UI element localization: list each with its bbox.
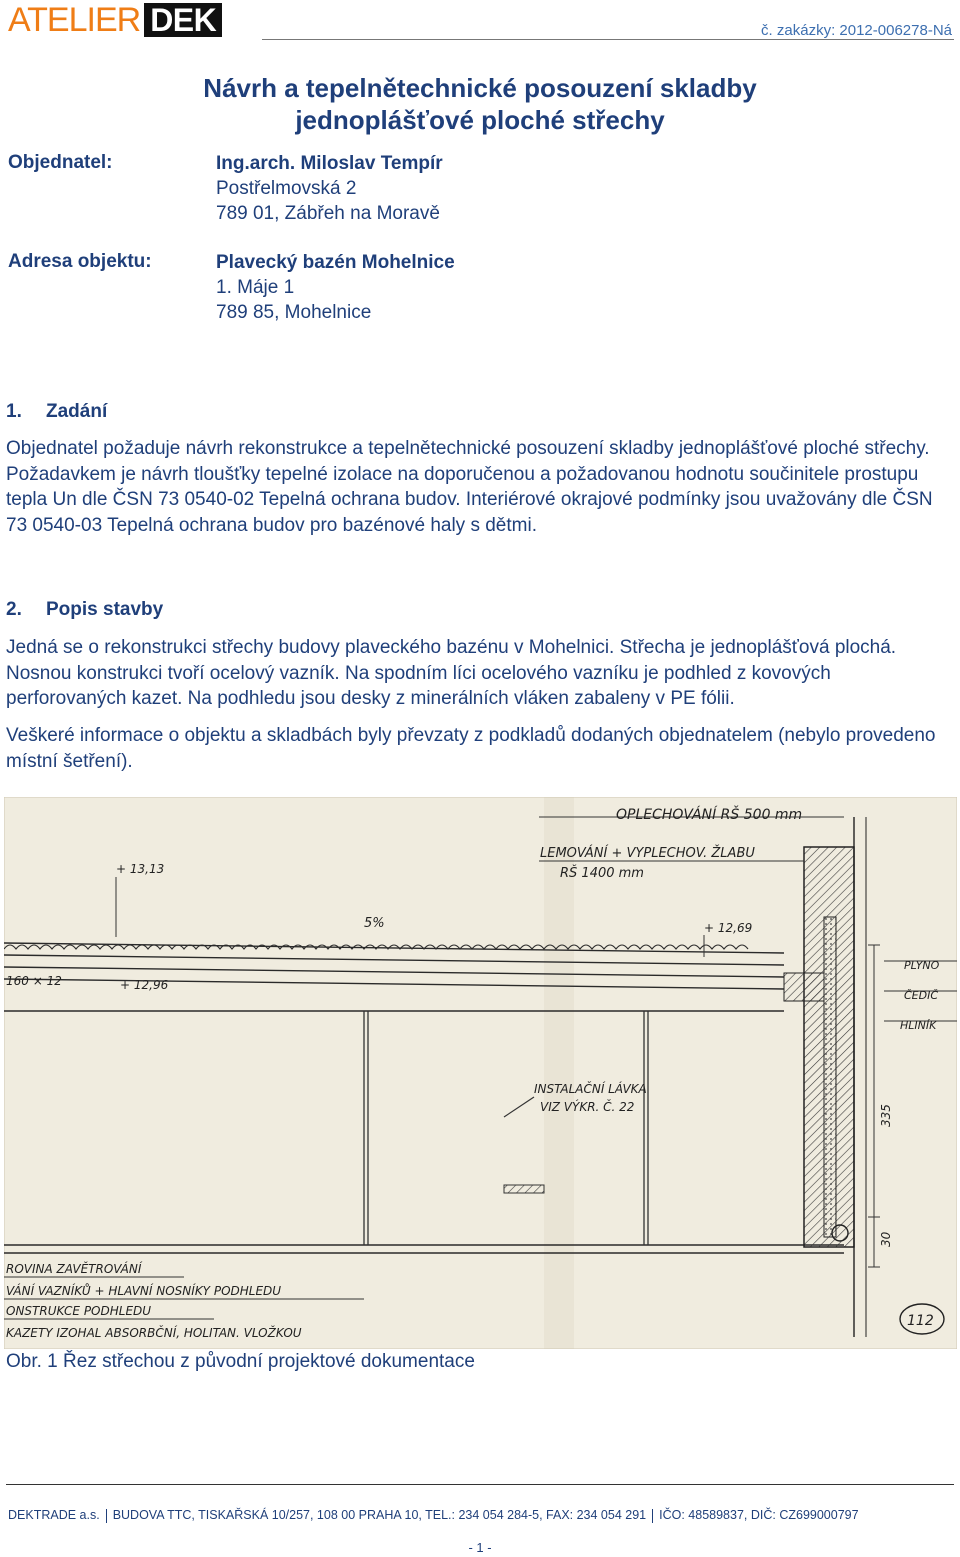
section-1-title: Zadání: [46, 401, 108, 422]
title-line-2: jednoplášťové ploché střechy: [295, 105, 665, 135]
footer-address: BUDOVA TTC, TISKAŘSKÁ 10/257, 108 00 PRAHA 10, TEL.: 234 054 284-5, FAX: 234 054 291: [112, 1508, 647, 1522]
label-lavka-1: INSTALAČNÍ LÁVKA: [534, 1082, 647, 1096]
label-slope: 5%: [364, 916, 385, 931]
footer-ids: IČO: 48589837, DIČ: CZ699000797: [659, 1508, 859, 1522]
client-street: Postřelmovská 2: [216, 178, 357, 199]
section-2-text: Jedná se o rekonstrukci střechy budovy plaveckého bazénu v Mohelnici. Střecha je jednoplášťová plochá. Nosnou konstrukci tvoří ocelový vazník. Na spodním líci ocelového vazníku je podhled z kovových perforovaných kazet. Na podhledu jsou desky z minerálních vláken zabaleny v PE fólii.: [6, 637, 897, 709]
roof-section-drawing: [4, 797, 957, 1349]
label-kazety: KAZETY IZOHAL ABSORBČNÍ, HOLITAN. VLOŽKOU: [6, 1326, 302, 1340]
client-city: 789 01, Zábřeh na Moravě: [216, 203, 440, 224]
roof-section-drawing-svg: [4, 797, 957, 1349]
footer-separator: [652, 1509, 653, 1523]
label-rs1400: RŠ 1400 mm: [560, 866, 644, 881]
section-2-number: 2.: [6, 599, 22, 620]
footer-company: DEKTRADE a.s.: [8, 1508, 100, 1522]
document-title: [180, 72, 780, 136]
section-2-title: Popis stavby: [46, 599, 164, 620]
client-block: [216, 151, 443, 226]
object-name: Plavecký bazén Mohelnice: [216, 252, 455, 273]
label-dim-30: 30: [879, 1231, 893, 1247]
label-elev-1296: + 12,96: [120, 978, 169, 992]
section-2-note: Veškeré informace o objektu a skladbách byly převzaty z podkladů dodaných objednatelem (nebylo provedeno místní šetření).: [6, 725, 936, 772]
atelier-dek-logo: [8, 3, 222, 37]
header-divider: [262, 39, 954, 40]
label-vazniky: VÁNÍ VAZNÍKŮ + HLAVNÍ NOSNÍKY PODHLEDU: [6, 1284, 282, 1298]
section-1-number: 1.: [6, 401, 22, 422]
order-number: č. zakázky: 2012-006278-Ná: [761, 22, 952, 39]
label-sheet-number: 112: [907, 1313, 934, 1329]
label-plyno: PLYNO: [904, 959, 940, 972]
logo-text-dek: DEK: [144, 3, 222, 37]
label-dim-335: 335: [879, 1104, 893, 1127]
label-rovina: ROVINA ZAVĚTROVÁNÍ: [6, 1262, 142, 1276]
label-elev-1313: + 13,13: [116, 862, 165, 876]
page-header: [0, 0, 960, 40]
object-block: [216, 250, 455, 325]
label-elev-1269: + 12,69: [704, 921, 753, 935]
section-1-text: Objednatel požaduje návrh rekonstrukce a tepelnětechnické posouzení skladby jednoplášťové ploché střechy. Požadavkem je návrh tloušťky tepelné izolace na doporučenou a požadovanou hodnotu součinitele prostupu tepla Un dle ČSN 73 0540-02 Tepelná ochrana budov. Interiérové okrajové podmínky jsou uvažovány dle ČSN 73 0540-03 Tepelná ochrana budov pro bazénové haly s dětmi.: [6, 438, 933, 536]
label-konstrukce: ONSTRUKCE PODHLEDU: [6, 1304, 152, 1318]
object-city: 789 85, Mohelnice: [216, 302, 372, 323]
figure-caption: Obr. 1 Řez střechou z původní projektové dokumentace: [6, 1351, 475, 1372]
logo-text-atelier: ATELIER: [8, 1, 141, 39]
label-hlinik: HLINÍK: [900, 1019, 937, 1032]
section-2-heading: [6, 599, 164, 621]
title-line-1: Návrh a tepelnětechnické posouzení skladby: [203, 73, 757, 103]
label-cedic: ČEDIČ: [904, 989, 939, 1002]
page-footer: [8, 1508, 859, 1523]
object-address-label: Adresa objektu:: [8, 251, 152, 272]
label-lavka-2: VIZ VÝKR. Č. 22: [540, 1100, 635, 1114]
page-number: - 1 -: [468, 1540, 492, 1555]
section-1-heading: [6, 401, 108, 423]
label-dim-160: 160 × 12: [6, 974, 62, 988]
footer-divider: [6, 1484, 954, 1485]
object-street: 1. Máje 1: [216, 277, 295, 298]
label-lemovani: LEMOVÁNÍ + VYPLECHOV. ŽLABU: [540, 846, 755, 861]
client-name: Ing.arch. Miloslav Tempír: [216, 153, 443, 174]
footer-separator: [106, 1509, 107, 1523]
client-label: Objednatel:: [8, 152, 113, 173]
label-oplechovani: OPLECHOVÁNÍ RŠ 500 mm: [616, 807, 803, 823]
